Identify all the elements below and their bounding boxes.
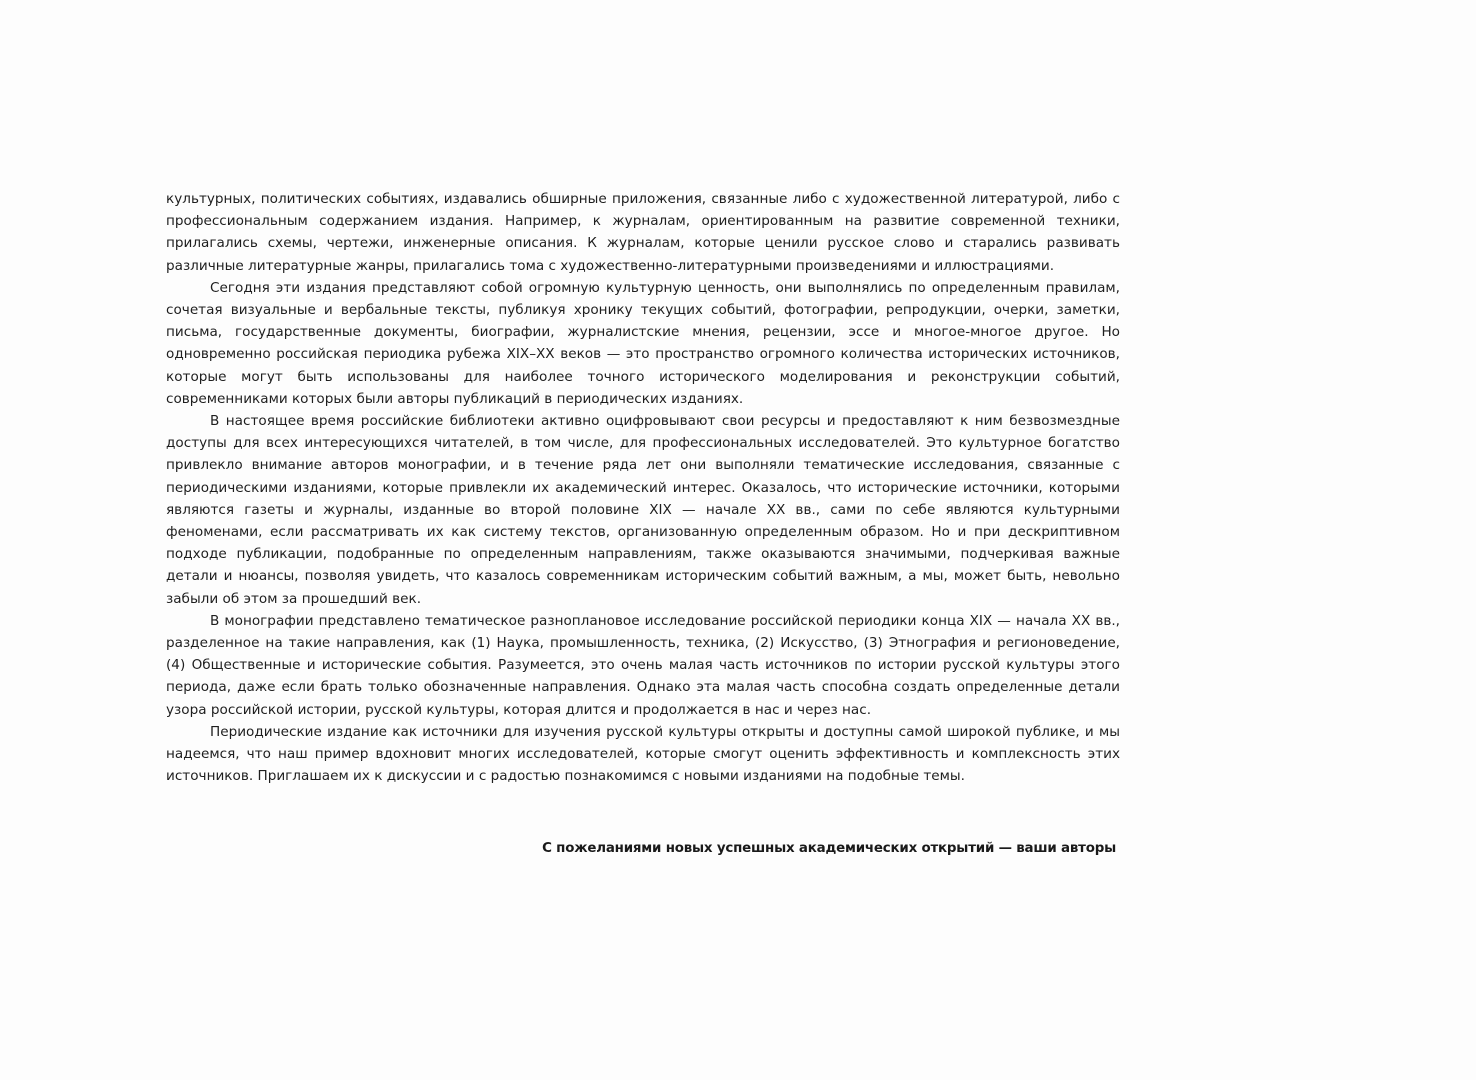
paragraph: Периодические издание как источники для изучения русской культуры открыты и доступны самой широкой публике, и мы надеемся, что наш пример вдохновит многих исследователей, которые смогут оценить эффективность и комплексность этих источников. Приглашаем их к дискуссии и с радостью познакомимся с новыми изданиями на подобные темы. xyxy=(166,723,1120,785)
paragraph: Сегодня эти издания представляют собой огромную культурную ценность, они выполнялись по определенным правилам, сочетая визуальные и вербальные тексты, публикуя хронику текущих событий, фотографии, репродукции, очерки, заметки, письма, государственные документы, биографии, журналистские мнения, рецензии, эссе и многое-многое другое. Но одновременно российская периодика рубежа XIX–XX веков — это пространство огромного количества исторических источников, которые могут быть использованы для наиболее точного исторического моделирования и реконструкции событий, современниками которых были авторы публикаций в периодических изданиях. xyxy=(166,279,1120,407)
body-text xyxy=(166,188,1120,787)
authors-signature: С пожеланиями новых успешных академических открытий — ваши авторы xyxy=(542,841,1116,856)
paragraph-continued: культурных, политических событиях, издавались обширные приложения, связанные либо с художественной литературой, либо с профессиональным содержанием издания. Например, к журналам, ориентированным на развитие современной техники, прилагались схемы, чертежи, инженерные описания. К журналам, которые ценили русское слово и старались развивать различные литературные жанры, прилагались тома с художественно-литературными произведениями и иллюстрациями. xyxy=(166,191,1120,274)
paragraph: В монографии представлено тематическое разноплановое исследование российской периодики конца XIX — начала XX вв., разделенное на такие направления, как (1) Наука, промышленность, техника, (2) Искусство, (3) Этнография и регионоведение, (4) Общественные и исторические события. Разумеется, это очень малая часть источников по истории русской культуры этого периода, даже если брать только обозначенные направления. Однако эта малая часть способна создать определенные детали узора российской истории, русской культуры, которая длится и продолжается в нас и через нас. xyxy=(166,612,1120,718)
paragraph: В настоящее время российские библиотеки активно оцифровывают свои ресурсы и предоставляют к ним безвозмездные доступы для всех интересующихся читателей, в том числе, для профессиональных исследователей. Это культурное богатство привлекло внимание авторов монографии, и в течение ряда лет они выполняли тематические исследования, связанные с периодическими изданиями, которые привлекли их академический интерес. Оказалось, что исторические источники, которыми являются газеты и журналы, изданные во второй половине XIX — начале XX вв., сами по себе являются культурными феноменами, если рассматривать их как систему текстов, организованную определенным образом. Но и при дескриптивном подходе публикации, подобранные по определенным направлениям, также оказываются значимыми, подчеркивая важные детали и нюансы, позволяя увидеть, что казалось современникам историческим событий важным, а мы, может быть, невольно забыли об этом за прошедший век. xyxy=(166,413,1120,607)
